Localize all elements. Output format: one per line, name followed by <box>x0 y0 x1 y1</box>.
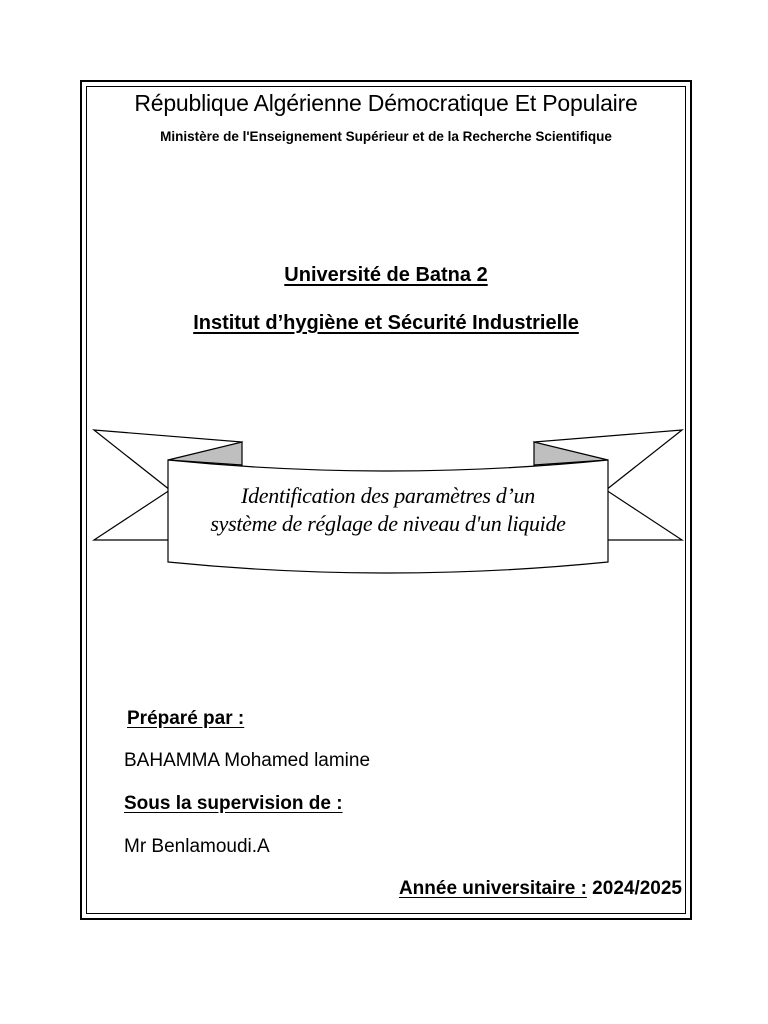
university-name <box>86 264 686 287</box>
supervision-label <box>124 793 343 815</box>
document-title-line-2: système de réglage de niveau d'un liquide <box>210 511 566 536</box>
academic-year-value: 2024/2025 <box>586 878 682 899</box>
academic-year-label: Année universitaire : <box>398 878 587 899</box>
institute-name-text: Institut d’hygiène et Sécurité Industrielle <box>193 312 579 334</box>
prepared-by-label <box>127 708 244 730</box>
document-title-line-1: Identification des paramètres d’un <box>241 483 535 508</box>
academic-year <box>399 878 682 900</box>
university-name-text: Université de Batna 2 <box>284 264 488 286</box>
supervision-label-text: Sous la supervision de : <box>124 793 343 814</box>
student-name: BAHAMMA Mohamed lamine <box>124 750 371 771</box>
supervisor-name: Mr Benlamoudi.A <box>124 836 270 857</box>
prepared-by-label-text: Préparé par : <box>127 708 245 729</box>
institute-name <box>86 312 686 335</box>
ministry-heading: Ministère de l'Enseignement Supérieur et de la Recherche Scientifique <box>160 129 612 144</box>
document-title <box>168 482 608 538</box>
republic-heading: République Algérienne Démocratique Et Populaire <box>134 90 638 116</box>
